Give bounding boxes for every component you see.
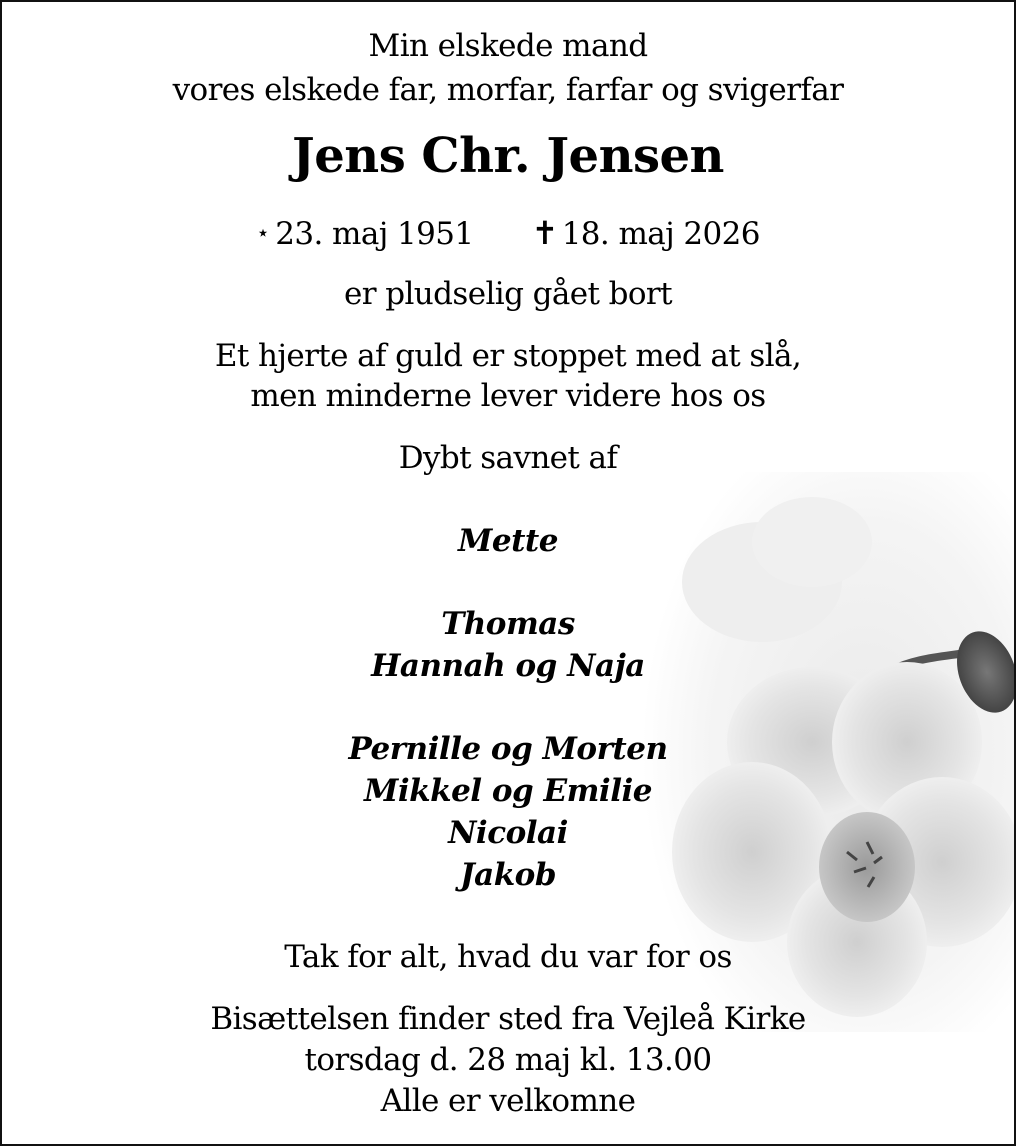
death-date: 18. maj 2026 <box>561 216 760 252</box>
funeral-line-3: Alle er velkomne <box>380 1083 636 1119</box>
deceased-name: Jens Chr. Jensen <box>292 128 724 184</box>
passed-text: er pludselig gået bort <box>344 276 672 312</box>
intro-line-2: vores elskede far, morfar, farfar og svigerfar <box>172 72 844 108</box>
family-member: Pernille og Morten <box>348 731 668 767</box>
family-member: Hannah og Naja <box>371 648 645 684</box>
verse-line-2: men minderne lever videre hos os <box>250 378 766 414</box>
family-member: Nicolai <box>448 815 568 851</box>
birth-date-group <box>256 216 473 252</box>
thanks-text: Tak for alt, hvad du var for os <box>284 939 732 975</box>
missed-by-text: Dybt savnet af <box>398 440 618 476</box>
intro-line-1: Min elskede mand <box>368 28 648 64</box>
family-member: Thomas <box>441 606 575 642</box>
verse-line-1: Et hjerte af guld er stoppet med at slå, <box>214 338 802 374</box>
family-member: Mette <box>458 523 558 559</box>
birth-date: 23. maj 1951 <box>275 216 474 252</box>
star-icon: ⋆ <box>256 221 270 246</box>
funeral-line-2: torsdag d. 28 maj kl. 13.00 <box>304 1042 712 1078</box>
cross-icon: ✝ <box>531 214 558 252</box>
life-dates <box>2 214 1014 252</box>
family-member: Jakob <box>459 857 557 893</box>
death-date-group <box>531 216 759 252</box>
funeral-line-1: Bisættelsen finder sted fra Vejleå Kirke <box>210 1001 806 1037</box>
family-member: Mikkel og Emilie <box>364 773 652 809</box>
